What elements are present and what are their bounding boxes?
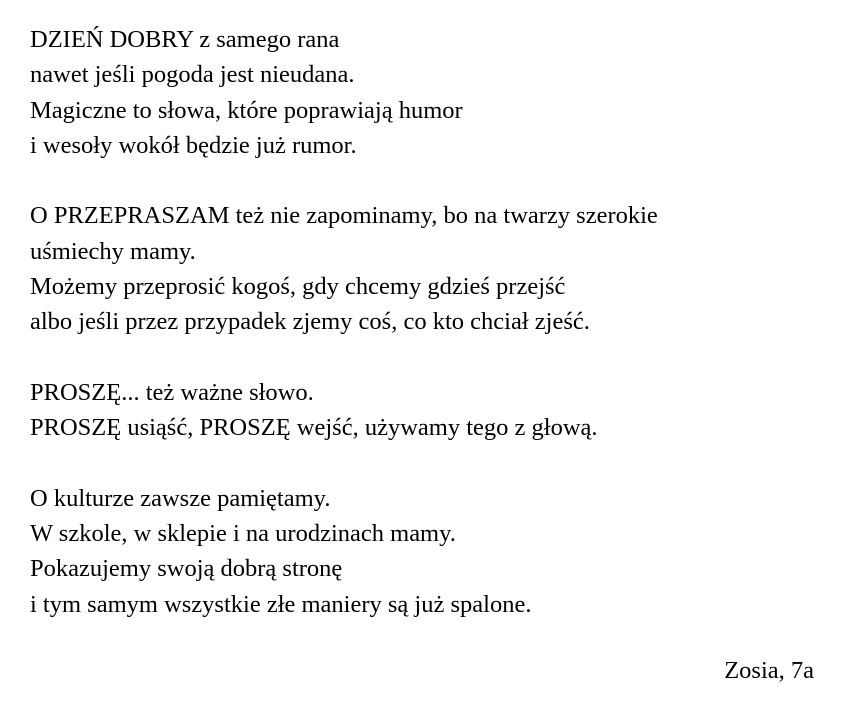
poem-line: PROSZĘ usiąść, PROSZĘ wejść, używamy tego z głową. [30,414,598,442]
stanza-4 [30,481,830,622]
poem-line: DZIEŃ DOBRY z samego rana [30,26,340,53]
poem-line: albo jeśli przez przypadek zjemy coś, co kto chciał zjeść. [30,308,590,336]
poem-line: O kulturze zawsze pamiętamy. [30,484,331,512]
poem-line: Pokazujemy swoją dobrą stronę [30,555,343,583]
stanza-2 [30,198,830,339]
poem-line: Możemy przeprosić kogoś, gdy chcemy gdzieś przejść [30,273,566,301]
poem-line: O PRZEPRASZAM też nie zapominamy, bo na twarzy szerokie [30,202,658,230]
stanza-3 [30,375,830,446]
poem-line: i wesoły wokół będzie już rumor. [30,131,357,159]
poem-line: Magiczne to słowa, które poprawiają humor [30,96,463,124]
poem-line: PROSZĘ... też ważne słowo. [30,378,314,406]
poem-line: nawet jeśli pogoda jest nieudana. [30,61,355,89]
stanza-1 [30,22,830,163]
poem-body [30,22,830,622]
poem-line: uśmiechy mamy. [30,237,196,265]
poem-line: i tym samym wszystkie złe maniery są już spalone. [30,590,532,618]
poem-line: W szkole, w sklepie i na urodzinach mamy. [30,520,456,548]
author-signature: Zosia, 7a [724,657,814,684]
